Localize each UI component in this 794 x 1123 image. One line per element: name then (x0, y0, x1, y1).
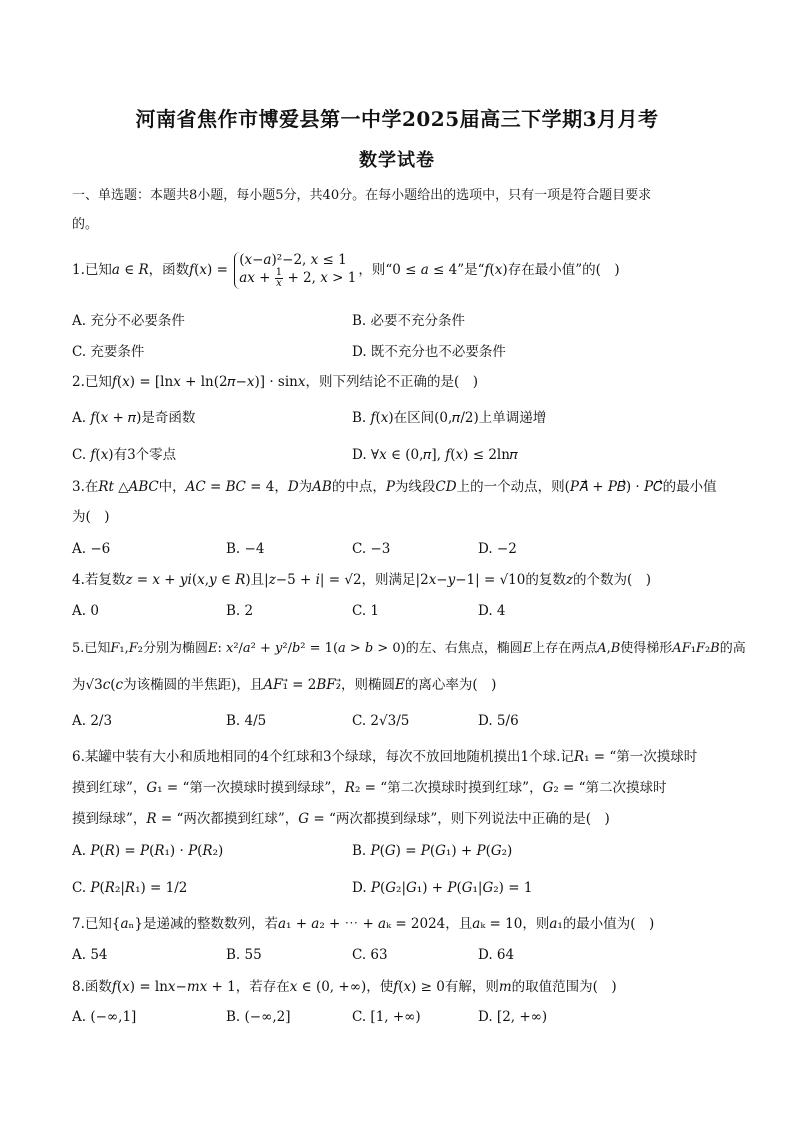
q3-option-b: B. −4 (226, 541, 265, 557)
q6-option-a: A. 𝑃(𝑅) = 𝑃(𝑅₁) · 𝑃(𝑅₂) (72, 843, 224, 859)
q4-option-c: C. 1 (352, 603, 380, 619)
q3-option-a: A. −6 (72, 541, 111, 557)
q4-option-b: B. 2 (226, 603, 254, 619)
q7-option-c: C. 63 (352, 947, 388, 963)
question-4-stem: 4.若复数𝑧 = 𝑥 + 𝑦𝑖(𝑥,𝑦 ∈ 𝑅)且|𝑧−5 + 𝑖| = √2，则满足|2𝑥−𝑦−1| = √10的复数𝑧的个数为( ) (72, 572, 652, 588)
question-1-stem (72, 252, 722, 289)
question-6-stem-cont-2: 摸到绿球”，𝑅 = “两次都摸到红球”，𝐺 = “两次都摸到绿球”，则下列说法中正确的是( ) (72, 811, 610, 827)
q8-option-d: D. [2, +∞) (478, 1009, 548, 1025)
q7-option-d: D. 64 (478, 947, 515, 963)
q4-option-a: A. 0 (72, 603, 99, 619)
q5-option-d: D. 5/6 (478, 713, 519, 729)
q2-option-a: A. 𝑓(𝑥 + 𝜋)是奇函数 (72, 410, 196, 426)
question-3-stem-cont: 为( ) (72, 509, 110, 525)
q7-option-a: A. 54 (72, 947, 108, 963)
q1-piecewise (234, 252, 356, 289)
q5-option-c: C. 2√3/5 (352, 713, 410, 729)
q5-option-b: B. 4/5 (226, 713, 267, 729)
q1-option-a: A. 充分不必要条件 (72, 313, 185, 329)
q1-stem-start: 1.已知𝑎 ∈ 𝑅，函数𝑓(𝑥) = (72, 262, 233, 278)
section-header-cont: 的。 (72, 217, 99, 232)
q6-option-c: C. 𝑃(𝑅₂|𝑅₁) = 1/2 (72, 880, 188, 896)
question-3-stem: 3.在𝑅𝑡 △𝐴𝐵𝐶中，𝐴𝐶 = 𝐵𝐶 = 4，𝐷为𝐴𝐵的中点，𝑃为线段𝐶𝐷上的一个动点，则(𝑃𝐴⃗ + 𝑃𝐵⃗) · 𝑃𝐶⃗的最小值 (72, 479, 717, 495)
q6-option-b: B. 𝑃(𝐺) = 𝑃(𝐺₁) + 𝑃(𝐺₂) (352, 843, 513, 859)
q6-option-d: D. 𝑃(𝐺₂|𝐺₁) + 𝑃(𝐺₁|𝐺₂) = 1 (352, 880, 533, 896)
q8-option-b: B. (−∞,2] (226, 1009, 291, 1025)
section-header: 一、单选题：本题共8小题，每小题5分，共40分。在每小题给出的选项中，只有一项是符合题目要求 (72, 188, 652, 203)
q1-option-c: C. 充要条件 (72, 344, 145, 360)
q3-option-d: D. −2 (478, 541, 517, 557)
q5-option-a: A. 2/3 (72, 713, 113, 729)
question-6-stem-cont-1: 摸到红球”，𝐺₁ = “第一次摸球时摸到绿球”，𝑅₂ = “第二次摸球时摸到红球”，𝐺₂ = “第二次摸球时 (72, 780, 667, 796)
question-8-stem: 8.函数𝑓(𝑥) = ln𝑥−𝑚𝑥 + 1，若存在𝑥 ∈ (0, +∞)，使𝑓(𝑥) ≥ 0有解，则𝑚的取值范围为( ) (72, 979, 617, 995)
q1-option-d: D. 既不充分也不必要条件 (352, 344, 506, 360)
q3-option-c: C. −3 (352, 541, 391, 557)
exam-subtitle: 数学试卷 (359, 150, 435, 171)
question-7-stem: 7.已知{𝑎ₙ}是递减的整数数列，若𝑎₁ + 𝑎₂ + ⋯ + 𝑎ₖ = 2024，且𝑎ₖ = 10，则𝑎₁的最小值为( ) (72, 916, 655, 932)
question-5-stem-cont: 为√3𝑐(𝑐为该椭圆的半焦距)，且𝐴𝐹₁⃗ = 2𝐵𝐹₂⃗，则椭圆𝐸的离心率为( ) (72, 677, 497, 693)
q7-option-b: B. 55 (226, 947, 262, 963)
q2-option-d: D. ∀𝑥 ∈ (0,𝜋], 𝑓(𝑥) ≤ 2ln𝜋 (352, 447, 518, 463)
question-6-stem: 6.某罐中装有大小和质地相同的4个红球和3个绿球，每次不放回地随机摸出1个球.记𝑅₁ = “第一次摸球时 (72, 749, 698, 765)
q1-piece-1: (𝑥−𝑎)²−2, 𝑥 ≤ 1 (239, 252, 347, 268)
q8-option-c: C. [1, +∞) (352, 1009, 421, 1025)
q4-option-d: D. 4 (478, 603, 506, 619)
question-5-stem: 5.已知𝐹₁,𝐹₂分别为椭圆𝐸: 𝑥²/𝑎² + 𝑦²/𝑏² = 1(𝑎 > 𝑏 > 0)的左、右焦点，椭圆𝐸上存在两点𝐴,𝐵使得梯形𝐴𝐹₁𝐹₂𝐵的高 (72, 641, 746, 656)
q1-option-b: B. 必要不充分条件 (352, 313, 466, 329)
q1-stem-end: ，则“0 ≤ 𝑎 ≤ 4”是“𝑓(𝑥)存在最小值”的( ) (358, 262, 620, 278)
q8-option-a: A. (−∞,1] (72, 1009, 137, 1025)
exam-title: 河南省焦作市博爱县第一中学2025届高三下学期3月月考 (135, 107, 659, 131)
q1-piece-2: 𝑎𝑥 + $\frac{1}{\text{𝑥}}$ + 2, 𝑥 > 1 (239, 267, 357, 289)
q2-option-b: B. 𝑓(𝑥)在区间(0,𝜋/2)上单调递增 (352, 410, 547, 426)
q2-option-c: C. 𝑓(𝑥)有3个零点 (72, 447, 177, 463)
question-2-stem: 2.已知𝑓(𝑥) = [ln𝑥 + ln(2𝜋−𝑥)] · sin𝑥，则下列结论不正确的是( ) (72, 374, 479, 390)
